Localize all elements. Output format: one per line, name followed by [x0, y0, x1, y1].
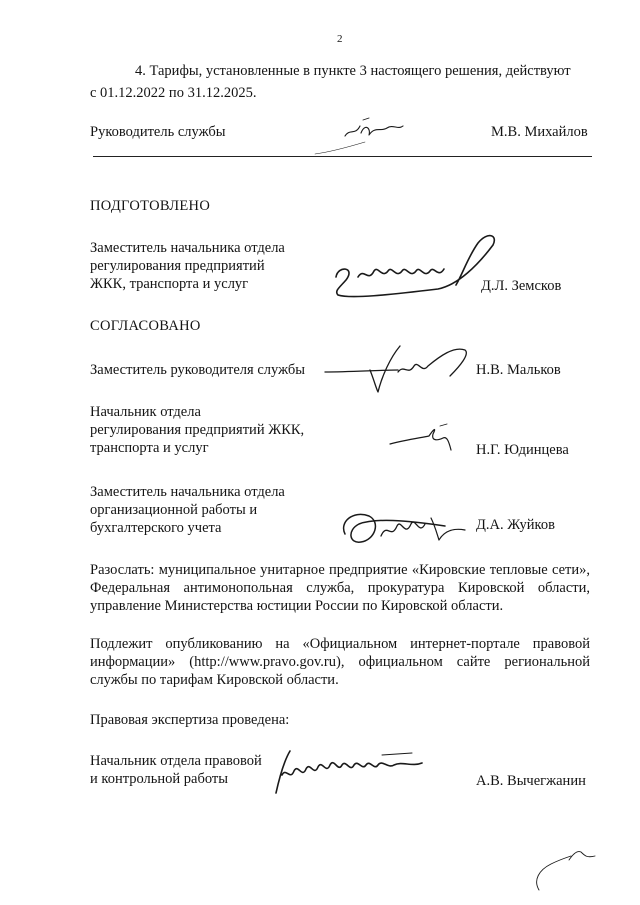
head-title: Руководитель службы — [90, 124, 226, 140]
clause-4-line-2: с 01.12.2022 по 31.12.2025. — [90, 85, 257, 101]
prepared-name: Д.Л. Земсков — [481, 278, 562, 294]
legal-review-title-line-1: Начальник отдела правовой — [90, 753, 262, 769]
agreed-signer-3-signature-image — [335, 500, 475, 552]
legal-review-signature-image — [262, 745, 442, 797]
signature-divider — [93, 156, 592, 157]
publication-paragraph: Подлежит опубликованию на «Официальном интернет-портале правовой информации» (http://www.pravo.gov.ru), официальном сайте региональной службы по тарифам Кировской области. — [90, 636, 590, 688]
agreed-signer-2-title-line-2: регулирования предприятий ЖКК, — [90, 422, 305, 438]
legal-review-title-line-2: и контрольной работы — [90, 771, 228, 787]
legal-review-statement: Правовая экспертиза проведена: — [90, 712, 290, 728]
agreed-signer-1-signature-image — [320, 336, 480, 398]
agreed-signer-2-title-line-1: Начальник отдела — [90, 404, 201, 420]
agreed-signer-1-name: Н.В. Мальков — [476, 362, 561, 378]
legal-review-name: А.В. Вычегжанин — [476, 773, 586, 789]
agreed-signer-1-title: Заместитель руководителя службы — [90, 362, 306, 378]
prepared-title-line-1: Заместитель начальника отдела — [90, 240, 285, 256]
agreed-signer-3-title-line-2: организационной работы и — [90, 502, 258, 518]
prepared-title-line-3: ЖКК, транспорта и услуг — [90, 276, 249, 292]
page-number: 2 — [337, 33, 343, 45]
prepared-title-line-2: регулирования предприятий — [90, 258, 265, 274]
prepared-signature-image — [328, 225, 503, 303]
agreed-signer-2-name: Н.Г. Юдинцева — [476, 442, 569, 458]
agreed-signer-3-name: Д.А. Жуйков — [476, 517, 555, 533]
head-name: М.В. Михайлов — [491, 124, 588, 140]
initials-mark-image — [525, 840, 605, 895]
clause-4-line-1: 4. Тарифы, установленные в пункте 3 настоящего решения, действуют — [135, 63, 571, 79]
agreed-heading: СОГЛАСОВАНО — [90, 318, 201, 334]
agreed-signer-2-title-line-3: транспорта и услуг — [90, 440, 209, 456]
prepared-heading: ПОДГОТОВЛЕНО — [90, 198, 211, 214]
distribution-paragraph: Разослать: муниципальное унитарное предприятие «Кировские тепловые сети», Федеральная антимонопольная служба, прокуратура Кировской области, управление Министерства юстиции России по Кировской области. — [90, 562, 590, 614]
head-signature-image — [305, 108, 425, 156]
agreed-signer-3-title-line-3: бухгалтерского учета — [90, 520, 222, 536]
agreed-signer-2-signature-image — [385, 418, 465, 456]
agreed-signer-3-title-line-1: Заместитель начальника отдела — [90, 484, 285, 500]
